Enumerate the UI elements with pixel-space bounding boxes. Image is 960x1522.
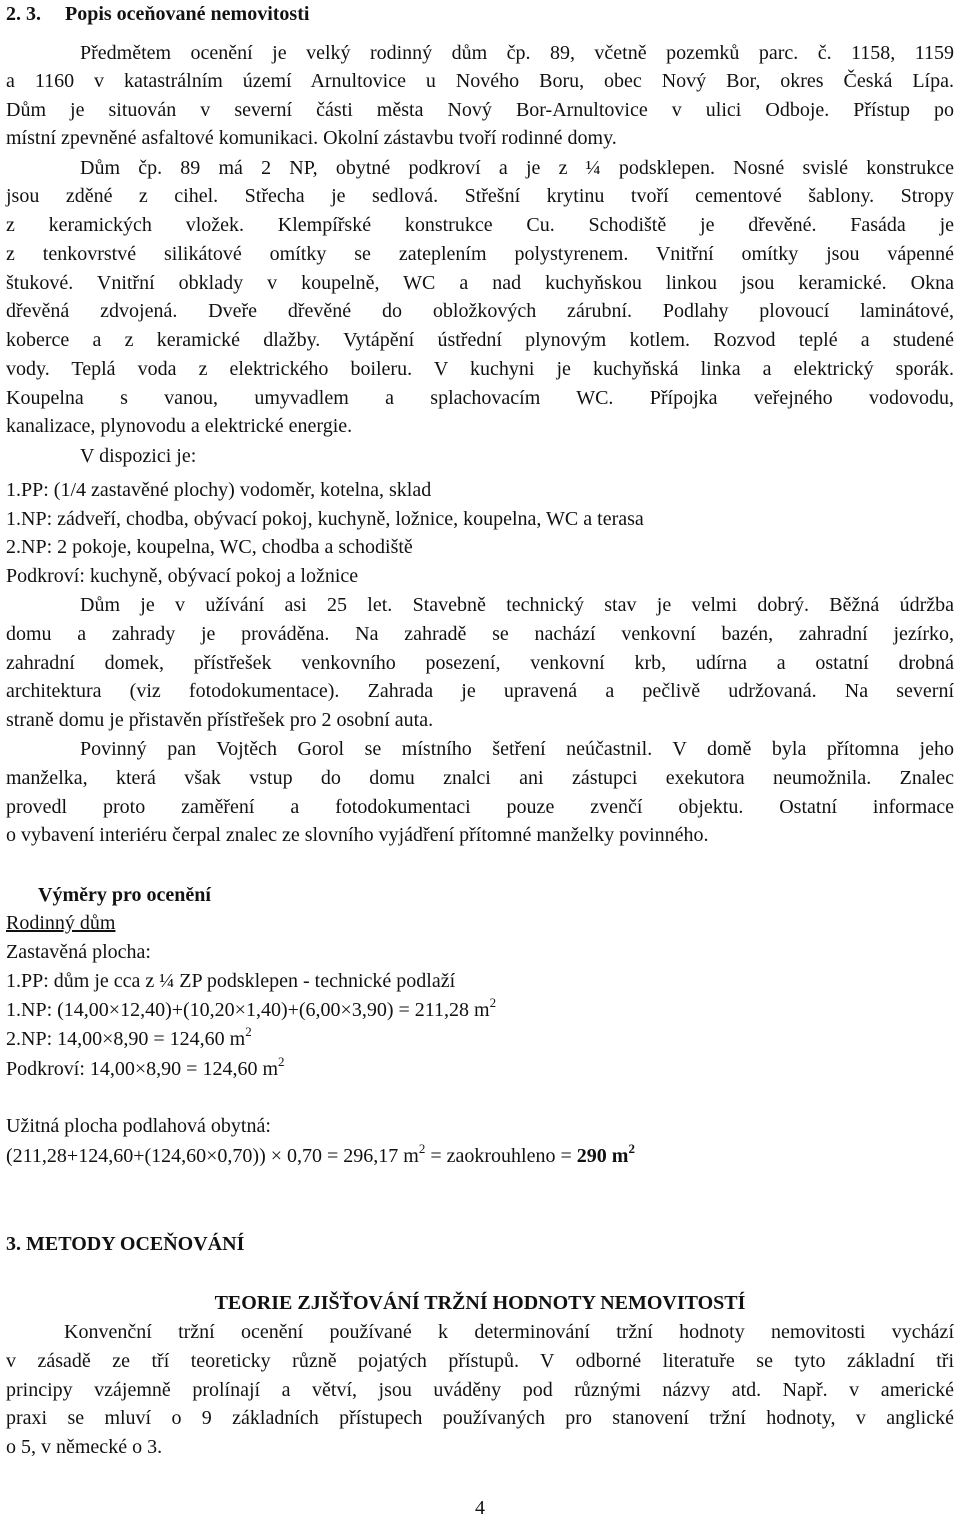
- exponent: 2: [418, 1141, 426, 1156]
- section-number: 2. 3.: [6, 3, 41, 25]
- built-area-label: Zastavěná plocha:: [6, 941, 151, 963]
- section-heading: [6, 0, 309, 28]
- paragraph-line: principy vzájemně prolínají a větví, jsou uváděny pod různými názvy atd. Např. v americké: [6, 1379, 954, 1401]
- paragraph-line: kanalizace, plynovodu a elektrické energie.: [6, 415, 353, 437]
- paragraph-line: Předmětem ocenění je velký rodinný dům čp. 89, včetně pozemků parc. č. 1158, 1159: [80, 42, 954, 64]
- paragraph-line: praxi se mluví o 9 základních přístupech používaných pro stanovení tržní hodnoty, v anglické: [6, 1407, 954, 1429]
- usable-calc-text: (211,28+124,60+(124,60×0,70)) × 0,70 = 296,17 m: [6, 1145, 419, 1167]
- area-attic: [6, 1055, 285, 1083]
- areas-subtitle: Rodinný dům: [6, 912, 116, 934]
- disposition-item: 1.NP: zádveří, chodba, obývací pokoj, kuchyně, ložnice, koupelna, WC a terasa: [6, 508, 644, 530]
- section-title: Popis oceňované nemovitosti: [65, 3, 310, 25]
- disposition-intro: V dispozici je:: [80, 445, 197, 467]
- disposition-item: 1.PP: (1/4 zastavěné plochy) vodoměr, kotelna, sklad: [6, 479, 432, 501]
- paragraph-line: štukové. Vnitřní obklady v koupelně, WC a nad kuchyňskou linkou jsou keramické. Okna: [6, 272, 954, 294]
- paragraph-line: manželka, která však vstup do domu znalci ani zástupci exekutora neumožnila. Znalec: [6, 767, 954, 789]
- section3-title: 3. METODY OCEŇOVÁNÍ: [6, 1233, 245, 1255]
- paragraph-line: Povinný pan Vojtěch Gorol se místního šetření neúčastnil. V domě byla přítomna jeho: [80, 738, 954, 760]
- paragraph-line: zahradní domek, přístřešek venkovního posezení, venkovní krb, udírna a ostatní drobná: [6, 652, 954, 674]
- paragraph-line: v zásadě ze tří teoreticky různě pojatých přístupů. V odborné literatuře se tyto základní tři: [6, 1350, 954, 1372]
- paragraph-line: domu a zahrady je prováděna. Na zahradě se nachází venkovní bazén, zahradní jezírko,: [6, 623, 954, 645]
- area-np1-text: 1.NP: (14,00×12,40)+(10,20×1,40)+(6,00×3,90) = 211,28 m: [6, 999, 490, 1021]
- page-number: 4: [475, 1497, 485, 1519]
- paragraph-line: a 1160 v katastrálním území Arnultovice u Nového Boru, obec Nový Bor, okres Česká Lípa.: [6, 70, 954, 92]
- paragraph-line: o vybavení interiéru čerpal znalec ze slovního vyjádření přítomné manželky povinného.: [6, 824, 709, 846]
- areas-title: Výměry pro ocenění: [38, 884, 211, 906]
- theory-title: TEORIE ZJIŠŤOVÁNÍ TRŽNÍ HODNOTY NEMOVITOSTÍ: [214, 1292, 746, 1314]
- area-pp: 1.PP: dům je cca z ¼ ZP podsklepen - technické podlaží: [6, 970, 456, 992]
- paragraph-line: straně domu je přistavěn přístřešek pro 2 osobní auta.: [6, 709, 434, 731]
- usable-result: [576, 1141, 635, 1167]
- area-attic-text: Podkroví: 14,00×8,90 = 124,60 m: [6, 1058, 279, 1080]
- disposition-item: Podkroví: kuchyně, obývací pokoj a ložnice: [6, 565, 359, 587]
- paragraph-line: architektura (viz fotodokumentace). Zahrada je upravená a pečlivě udržovaná. Na severní: [6, 680, 954, 702]
- usable-round-text: = zaokrouhleno =: [425, 1145, 577, 1167]
- area-np2-text: 2.NP: 14,00×8,90 = 124,60 m: [6, 1028, 246, 1050]
- usable-result-text: 290 m: [576, 1145, 629, 1167]
- usable-area-calc: [6, 1142, 635, 1170]
- paragraph-line: z keramických vložek. Klempířské konstrukce Cu. Schodiště je dřevěné. Fasáda je: [6, 214, 954, 236]
- paragraph-line: místní zpevněné asfaltové komunikaci. Okolní zástavbu tvoří rodinné domy.: [6, 127, 617, 149]
- area-np1: [6, 996, 496, 1024]
- exponent: 2: [278, 1054, 285, 1069]
- paragraph-line: Dům je situován v severní části města Nový Bor-Arnultovice v ulici Odboje. Přístup po: [6, 99, 954, 121]
- paragraph-line: o 5, v německé o 3.: [6, 1436, 163, 1458]
- paragraph-line: Koupelna s vanou, umyvadlem a splachovacím WC. Přípojka veřejného vodovodu,: [6, 387, 954, 409]
- paragraph-line: dřevěná zdvojená. Dveře dřevěné do obložkových zárubní. Podlahy plovoucí laminátové,: [6, 300, 954, 322]
- disposition-item: 2.NP: 2 pokoje, koupelna, WC, chodba a schodiště: [6, 536, 413, 558]
- area-np2: [6, 1025, 252, 1053]
- paragraph-line: Dům je v užívání asi 25 let. Stavebně technický stav je velmi dobrý. Běžná údržba: [80, 594, 954, 616]
- usable-area-label: Užitná plocha podlahová obytná:: [6, 1115, 271, 1137]
- exponent: 2: [489, 995, 497, 1010]
- paragraph-line: z tenkovrstvé silikátové omítky se zateplením polystyrenem. Vnitřní omítky jsou vápenné: [6, 243, 954, 265]
- exponent: 2: [628, 1141, 635, 1156]
- paragraph-line: Dům čp. 89 má 2 NP, obytné podkroví a je z ¼ podsklepen. Nosné svislé konstrukce: [80, 157, 954, 179]
- exponent: 2: [245, 1024, 252, 1039]
- paragraph-line: provedl proto zaměření a fotodokumentaci pouze zvenčí objektu. Ostatní informace: [6, 796, 954, 818]
- paragraph-line: jsou zděné z cihel. Střecha je sedlová. Střešní krytinu tvoří cementové šablony. Stropy: [6, 185, 954, 207]
- paragraph-line: koberce a z keramické dlažby. Vytápění ústřední plynovým kotlem. Rozvod teplé a studené: [6, 329, 954, 351]
- paragraph-line: vody. Teplá voda z elektrického boileru. V kuchyni je kuchyňská linka a elektrický sporák.: [6, 358, 954, 380]
- paragraph-line: Konvenční tržní ocenění používané k determinování tržní hodnoty nemovitosti vychází: [64, 1321, 954, 1343]
